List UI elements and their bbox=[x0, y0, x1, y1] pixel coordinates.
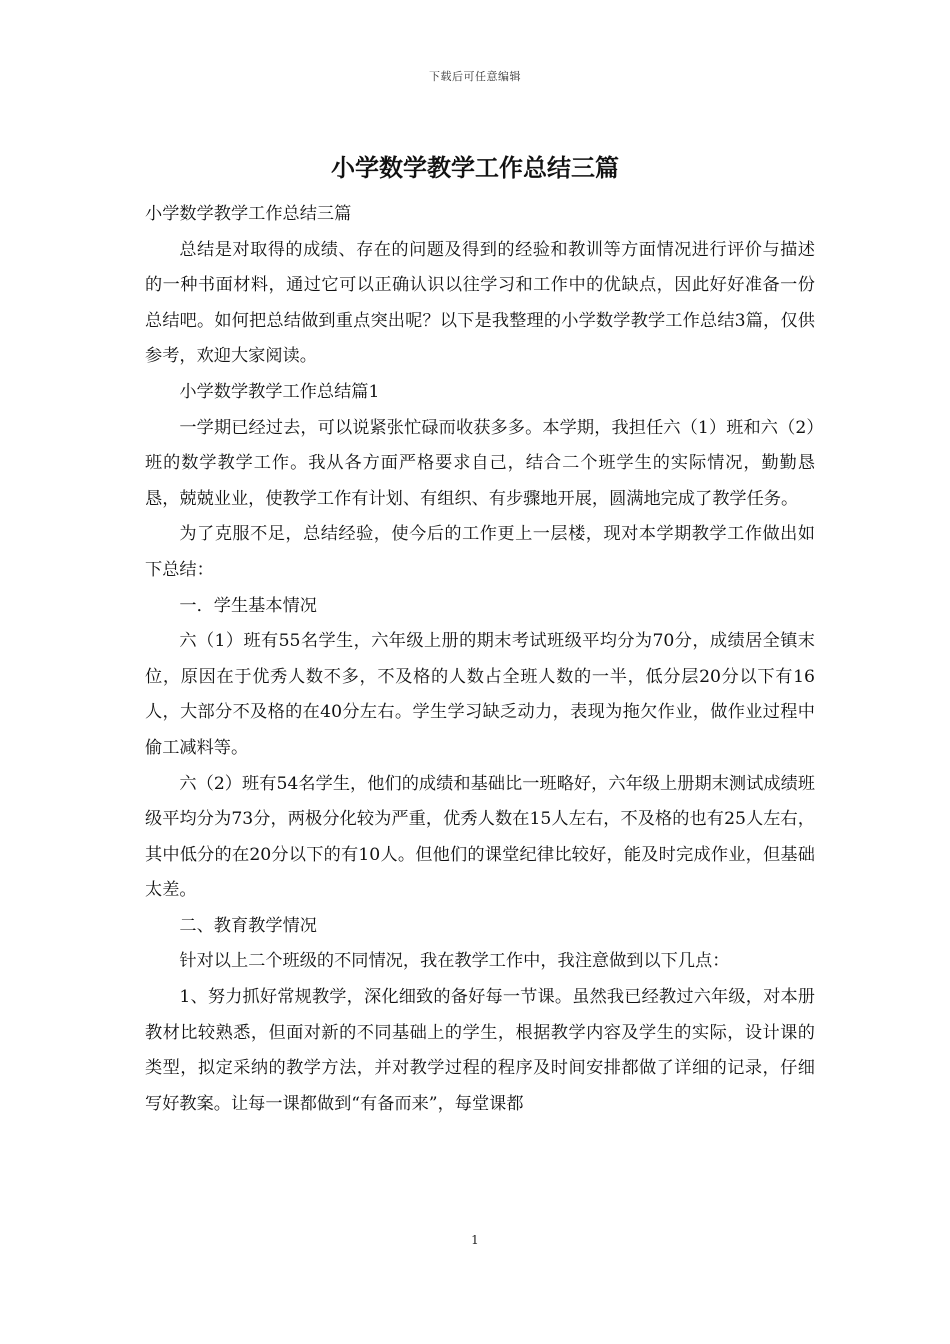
subtitle-line: 小学数学教学工作总结三篇 bbox=[145, 204, 352, 224]
section-heading: 二、教育教学情况 bbox=[179, 915, 317, 936]
section-heading: 一．学生基本情况 bbox=[179, 595, 317, 616]
body-paragraph: 六（2）班有54名学生，他们的成绩和基础比一班略好，六年级上册期末测试成绩班级平均分为73分，两极分化较为严重，优秀人数在15人左右，不及格的也有25人左右，其中低分的在20分以下的有10人。但他们的课堂纪律比较好，能及时完成作业，但基础太差。 bbox=[145, 773, 815, 901]
page-header: 下载后可任意编辑 bbox=[429, 70, 521, 83]
body-paragraph: 六（1）班有55名学生，六年级上册的期末考试班级平均分为70分，成绩居全镇末位，原因在于优秀人数不多，不及格的人数占全班人数的一半，低分层20分以下有16人，大部分不及格的在40分左右。学生学习缺乏动力，表现为拖欠作业，做作业过程中偷工减料等。 bbox=[145, 631, 815, 758]
document-title: 小学数学教学工作总结三篇 bbox=[331, 153, 619, 182]
body-paragraph: 针对以上二个班级的不同情况，我在教学工作中，我注意做到以下几点： bbox=[179, 951, 730, 972]
intro-paragraph: 总结是对取得的成绩、存在的问题及得到的经验和教训等方面情况进行评价与描述的一种书面材料，通过它可以正确认识以往学习和工作中的优缺点，因此好好准备一份总结吧。如何把总结做到重点突出呢？以下是我整理的小学数学教学工作总结3篇，仅供参考，欢迎大家阅读。 bbox=[145, 239, 815, 367]
document-body bbox=[145, 197, 815, 1122]
page-number: 1 bbox=[471, 1233, 479, 1247]
section-heading: 小学数学教学工作总结篇1 bbox=[179, 381, 380, 402]
body-paragraph: 1、努力抓好常规教学，深化细致的备好每一节课。虽然我已经教过六年级，对本册教材比较熟悉，但面对新的不同基础上的学生，根据教学内容及学生的实际，设计课的类型，拟定采纳的教学方法，并对教学过程的程序及时间安排都做了详细的记录，仔细写好教案。让每一课都做到“有备而来”，每堂课都 bbox=[145, 987, 815, 1114]
body-paragraph: 一学期已经过去，可以说紧张忙碌而收获多多。本学期，我担任六（1）班和六（2）班的数学教学工作。我从各方面严格要求自己，结合二个班学生的实际情况，勤勤恳恳，兢兢业业，使教学工作有计划、有组织、有步骤地开展，圆满地完成了教学任务。 bbox=[145, 417, 815, 509]
body-paragraph: 为了克服不足，总结经验，使今后的工作更上一层楼，现对本学期教学工作做出如下总结： bbox=[145, 524, 815, 580]
